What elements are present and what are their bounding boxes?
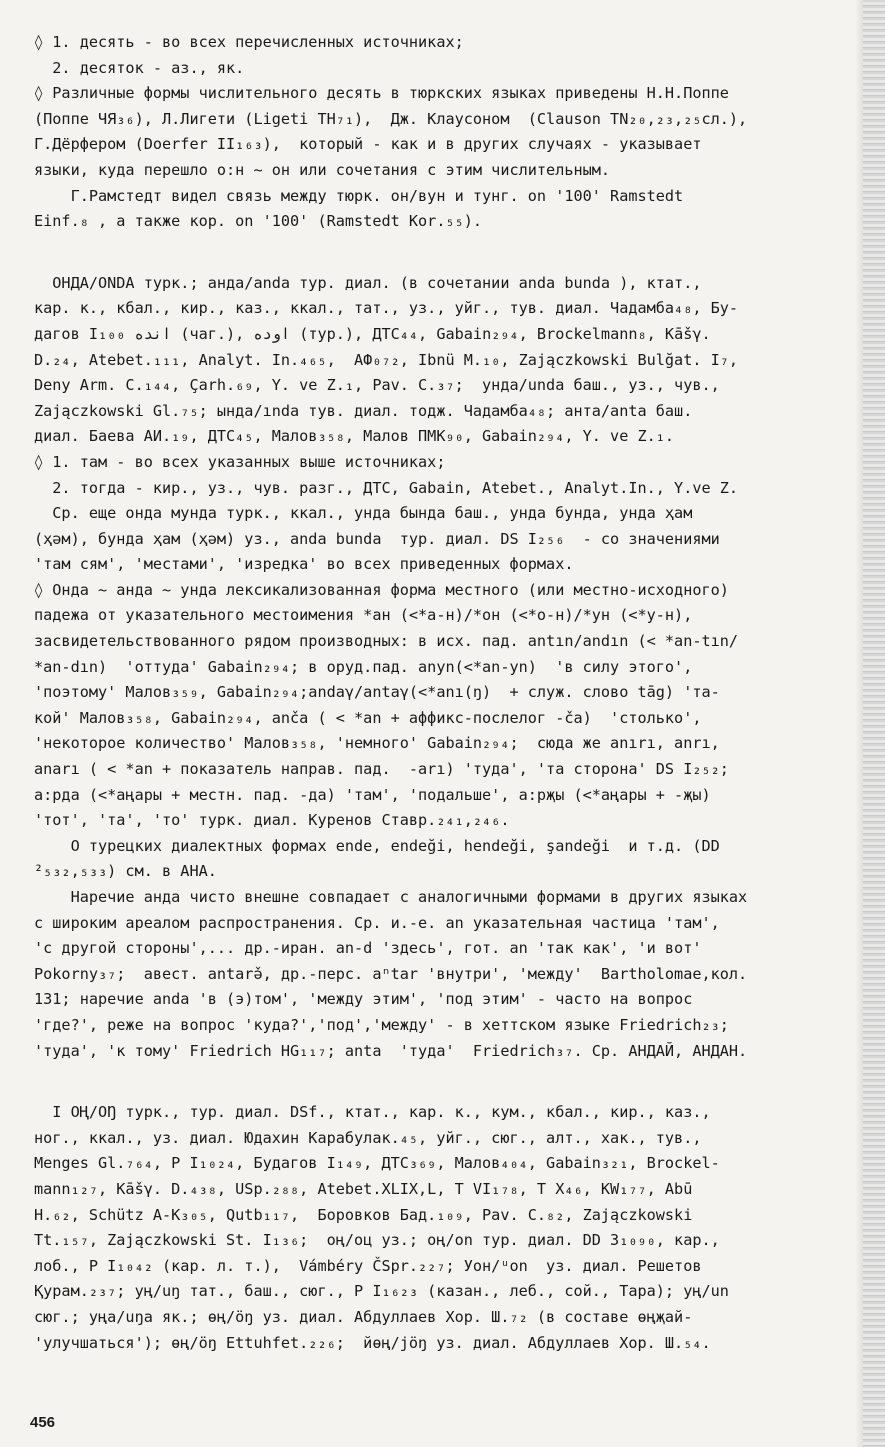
text-line: ног., ккал., уз. диал. Юдахин Карабулак.₄₅, уйг., сюг., алт., хак., тув., [34,1128,702,1147]
text-line: 131; наречие anda 'в (э)том', 'между этим', 'под этим' - часто на вопрос [34,990,693,1009]
text-line: Deny Arm. C.₁₄₄, Çarh.₆₉, Y. ve Z.₁, Pav. C.₃₇; унда/unda баш., уз., чув., [34,376,720,395]
text-line: кой' Малов₃₅₈, Gabain₂₉₄, anča ( < *an + аффикс-послелог -ča) 'столько', [34,708,702,727]
text-line: Einf.₈ , а также кор. on '100' (Ramstedt Kor.₅₅). [34,212,483,231]
page-edge [863,0,885,1447]
text-line: ◊ Различные формы числительного десять в тюркских языках приведены Н.Н.Поппе [34,84,729,103]
text-line: Г.Дёрфером (Doerfer II₁₆₃), который - как и в других случаях - указывает [34,135,702,154]
text-line: H.₆₂, Schütz A-K₃₀₅, Qutb₁₁₇, Боровков Бад.₁₀₉, Pav. C.₈₂, Zajączkowski [34,1205,693,1224]
text-line: (ҳәм), бунда ҳам (ҳәм) уз., anda bunda тур. диал. DS I₂₅₆ - со значениями [34,529,720,548]
text-line: а:рда (<*аңары + местн. пад. -да) 'там', 'подальше', а:рҗы (<*аңары + -җы) [34,785,711,804]
text-line: диал. Баева АИ.₁₉, ДТС₄₅, Малов₃₅₈, Малов ПМК₉₀, Gabain₂₉₄, Y. ve Z.₁. [34,427,675,446]
paragraph-gap [34,257,854,271]
text-line: ²₅₃₂,₅₃₃) см. в АНА. [34,862,217,881]
text-line: 'там сям', 'местами', 'изредка' во всех приведенных формах. [34,555,574,574]
paragraph-gap [34,1086,854,1100]
text-line: (Поппе ЧЯ₃₆), Л.Лигети (Ligeti TH₇₁), Дж. Клаусоном (Clauson TN₂₀,₂₃,₂₅сл.), [34,109,748,128]
text-line: ОНДА/ONDA турк.; анда/anda тур. диал. (в сочетании anda bunda ), ктат., [34,273,702,292]
text-line: 2. тогда - кир., уз., чув. разг., ДТС, Gabain, Atebet., Analyt.In., Y.ve Z. [34,478,739,497]
text-line: засвидетельствованного рядом производных: в исх. пад. antın/andın (< *an-tın/ [34,632,739,651]
text-line: Pokorny₃₇; авест. antarə̌, др.-перс. aⁿtar 'внутри', 'между' Bartholomae,кол. [34,964,748,983]
text-line: 'поэтому' Малов₃₅₉, Gabain₂₉₄;andaγ/antaγ(<*anı(ŋ) + служ. слово tāg) 'та- [34,683,720,702]
text-line: падежа от указательного местоимения *ан (<*а-н)/*он (<*о-н)/*ун (<*у-н), [34,606,693,625]
entry-on-block [34,1100,854,1356]
text-line: 'где?', реже на вопрос 'куда?','под','между' - в хеттском языке Friedrich₂₃; [34,1015,729,1034]
text-line: языки, куда перешло о:н ~ он или сочетания с этим числительным. [34,160,611,179]
text-line: лоб., P I₁₀₄₂ (кар. л. т.), Vámbéry ČSpr.₂₂₇; Уон/ᵘon уз. диал. Решетов [34,1256,702,1275]
text-line: *an-dın) 'оттуда' Gabain₂₉₄; в оруд.пад. anyn(<*an-yn) 'в силу этого', [34,657,693,676]
text-line: mann₁₂₇, Kāšγ. D.₄₃₈, USp.₂₈₈, Atebet.XLIX,L, T VI₁₇₈, T X₄₆, KW₁₇₇, Abū [34,1179,693,1198]
text-line: ◊ 1. там - во всех указанных выше источниках; [34,452,446,471]
paragraph-gap [34,1064,854,1086]
entry-onda-notes-block [34,30,854,235]
text-line: Ср. еще онда мунда турк., ккал., унда бында баш., унда бунда, унда ҳам [34,504,693,523]
text-line: 'туда', 'к тому' Friedrich HG₁₁₇; anta 'туда' Friedrich₃₇. Ср. АНДАЙ, АНДАН. [34,1041,748,1060]
text-line: сюг.; уңа/uŋa як.; өң/öŋ уз. диал. Абдуллаев Хор. Ш.₇₂ (в составе өңҗай- [34,1307,693,1326]
text-line: дагов I₁₀₀ انده (чаг.), اوده (тур.), ДТС₄₄, Gabain₂₉₄, Brockelmann₈, Kāšγ. [34,324,711,343]
page-gutter-shadow [855,0,863,1447]
text-line: Menges Gl.₇₆₄, P I₁₀₂₄, Будагов I₁₄₉, ДТС₃₆₉, Малов₄₀₄, Gabain₃₂₁, Brockel- [34,1154,720,1173]
text-line: Наречие анда чисто внешне совпадает с аналогичными формами в других языках [34,888,748,906]
text-line: ◊ Онда ~ анда ~ унда лексикализованная форма местного (или местно-исходного) [34,580,729,599]
entry-onda-block [34,271,854,1064]
text-line: 'с другой стороны',... др.-иран. an-d 'здесь', гот. an 'так как', 'и вот' [34,939,702,958]
text-line: Г.Рамстедт видел связь между тюрк. он/вун и тунг. on '100' Ramstedt [34,186,684,205]
page-number: 456 [30,1414,56,1431]
text-line: 'улучшаться'); өң/öŋ Ettuhfet.₂₂₆; йөң/jöŋ уз. диал. Абдуллаев Хор. Ш.₅₄. [34,1333,711,1352]
paragraph-gap [34,235,854,257]
text-line: D.₂₄, Atebet.₁₁₁, Analyt. In.₄₆₅, АФ₀₇₂, Ibnü M.₁₀, Zajączkowski Bulğat. I₇, [34,350,739,369]
text-line: О турецких диалектных формах ende, endeği, hendeği, şandeği и т.д. (DD [34,836,720,855]
text-line: I ОҢ/OŊ турк., тур. диал. DSf., ктат., кар. к., кум., кбал., кир., каз., [34,1103,711,1122]
text-line: с широким ареалом распространения. Ср. и.-е. an указательная частица 'там', [34,913,720,932]
text-line: 'тот', 'та', 'то' турк. диал. Куренов Ставр.₂₄₁,₂₄₆. [34,811,510,830]
text-line: Tt.₁₅₇, Zajączkowski St. I₁₃₆; оң/оц уз.; оң/on тур. диал. DD 3₁₀₉₀, кар., [34,1231,720,1250]
text-line: anarı ( < *an + показатель направ. пад. -arı) 'туда', 'та сторона' DS I₂₅₂; [34,760,729,779]
text-line: кар. к., кбал., кир., каз., ккал., тат., уз., уйг., тув. диал. Чадамба₄₈, Бу- [34,299,739,318]
text-line: 2. десяток - аз., як. [34,58,245,77]
text-line: Қурам.₂₃₇; уң/uŋ тат., баш., сюг., P I₁₆₂₃ (казан., леб., сой., Тара); уң/un [34,1282,729,1301]
document-page [34,30,854,1356]
text-line: Zajączkowski Gl.₇₅; ында/ında тув. диал. тодж. Чадамба₄₈; анта/anta баш. [34,401,693,420]
text-line: 'некоторое количество' Малов₃₅₈, 'немного' Gabain₂₉₄; сюда же anırı, anrı, [34,734,720,753]
text-line: ◊ 1. десять - во всех перечисленных источниках; [34,33,464,51]
